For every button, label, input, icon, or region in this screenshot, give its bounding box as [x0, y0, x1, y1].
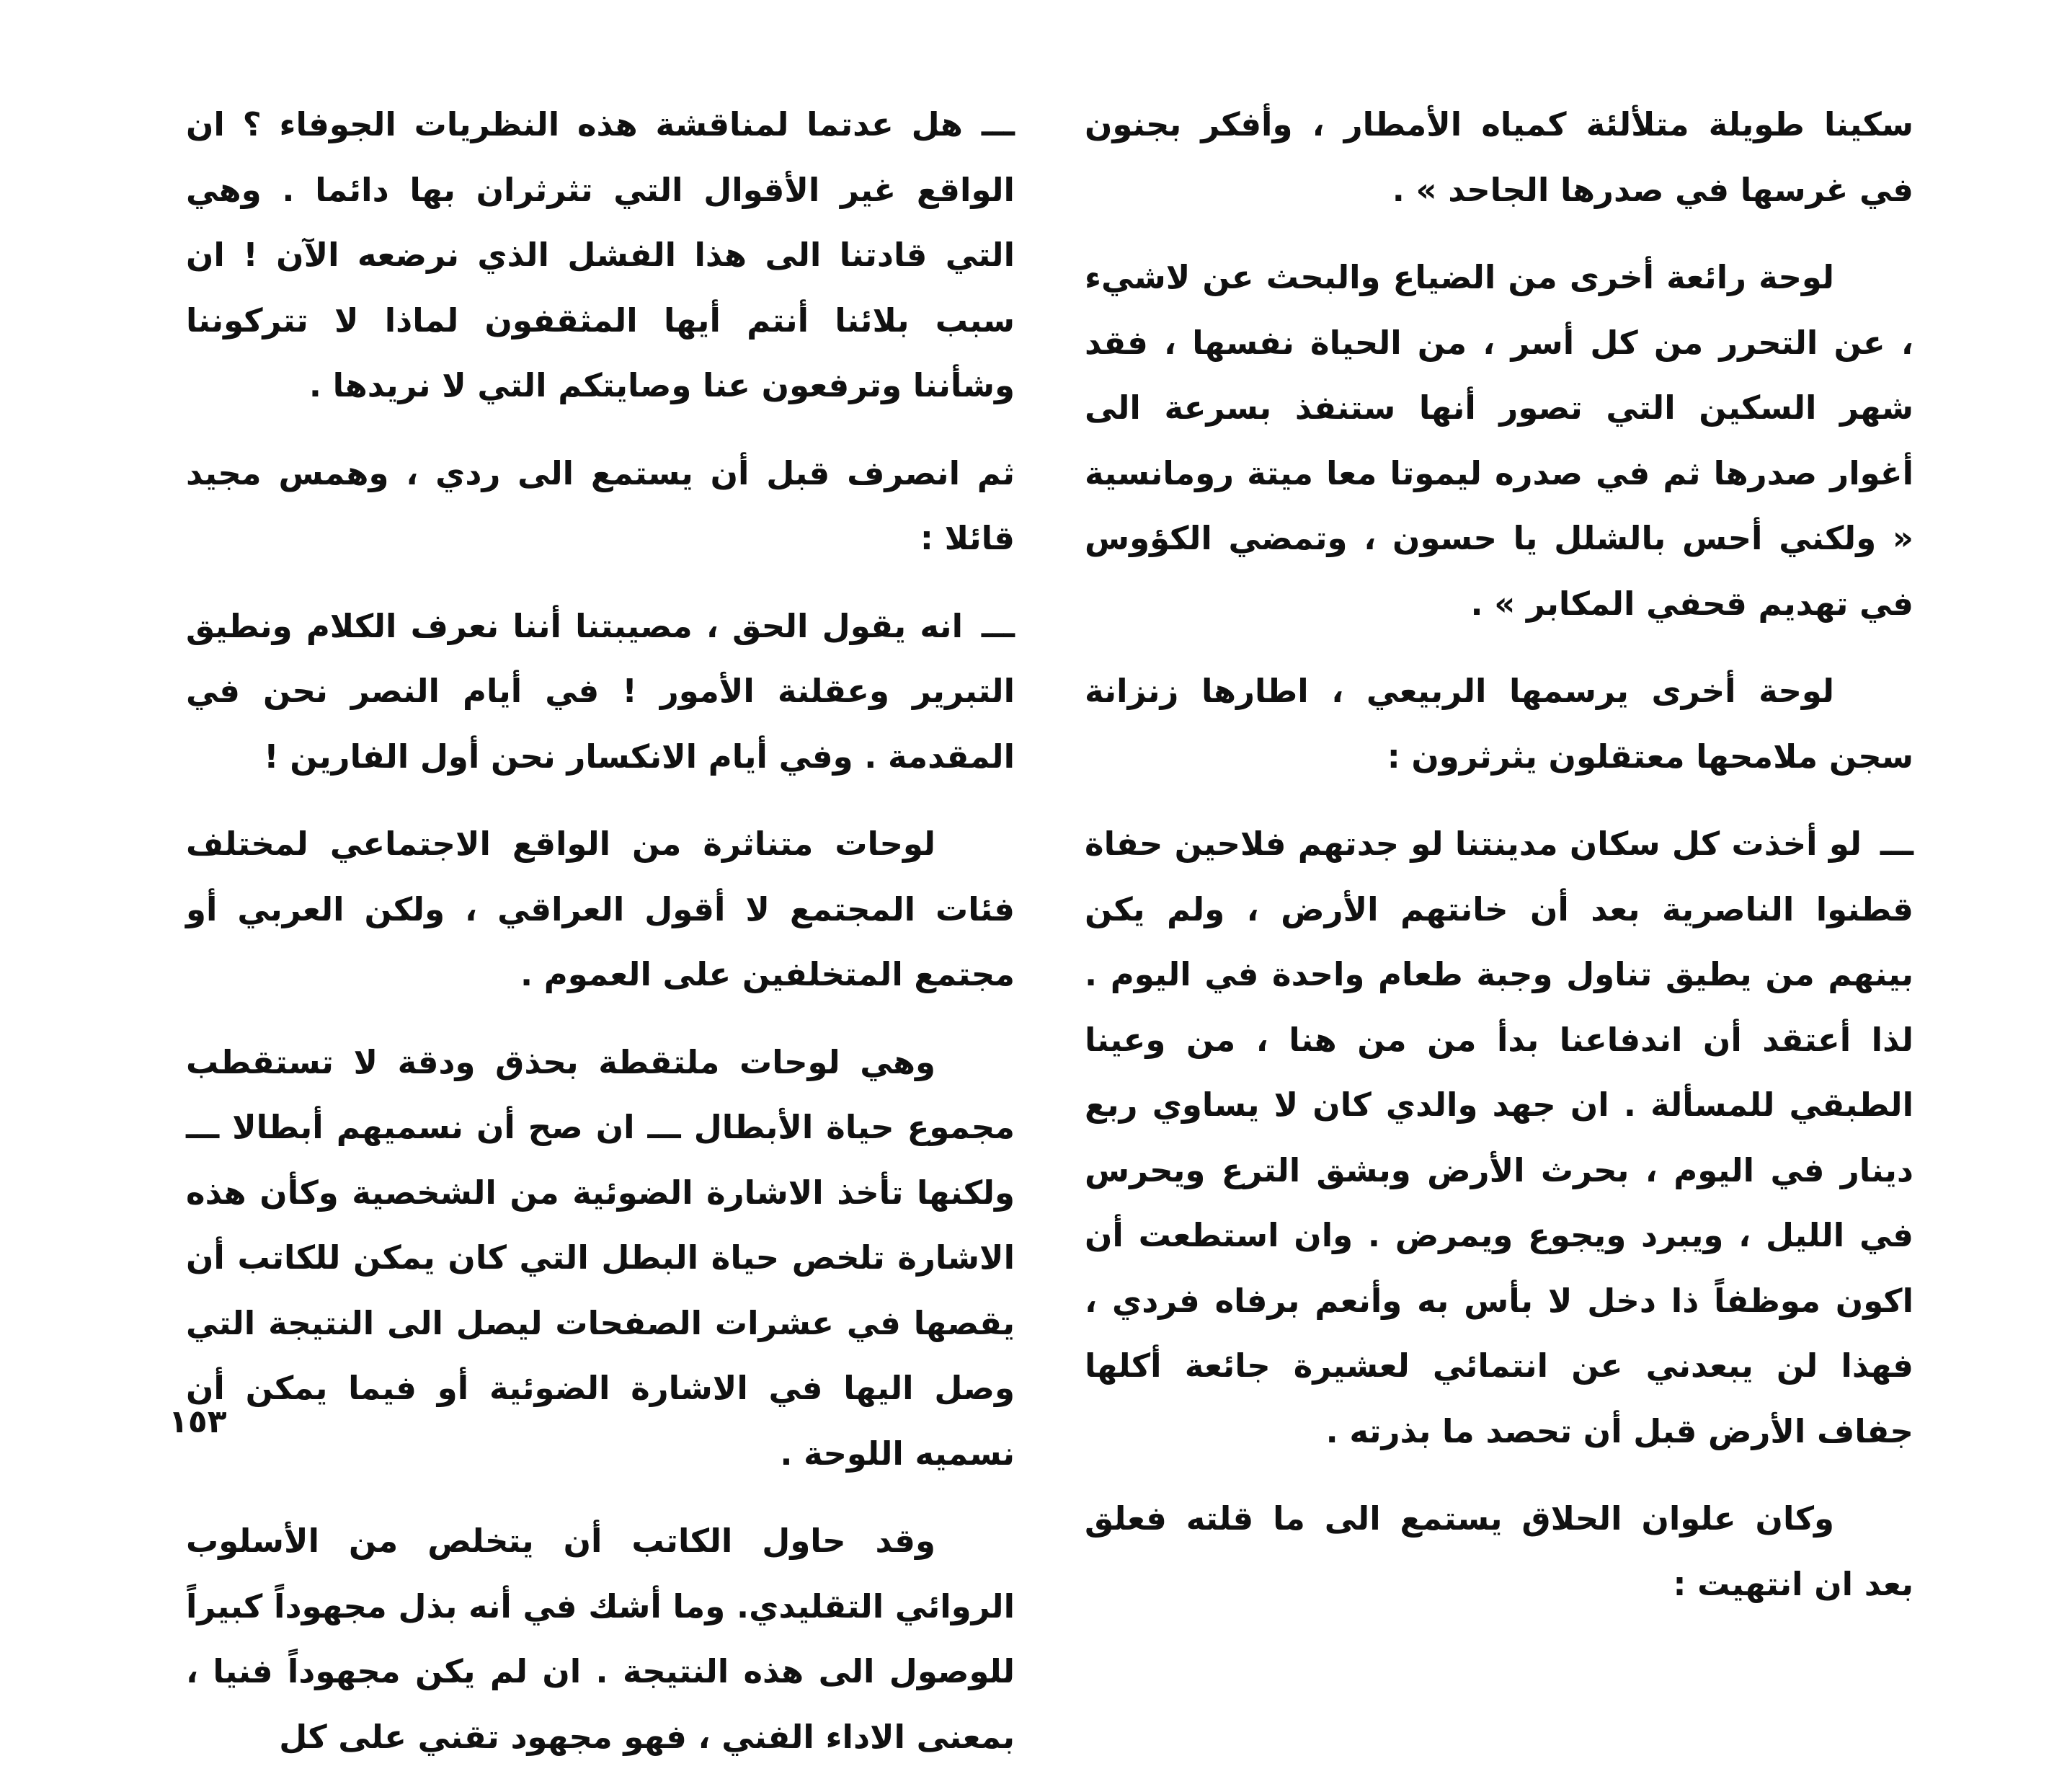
left-paragraph-6: وقد حاول الكاتب أن يتخلص من الأسلوب الروائي التقليدي. وما أشك في أنه بذل مجهوداً كبيراً للوصول الى هذه النتيجة . ان لم يكن مجهوداً فنيا ، بمعنى الاداء الفني ، فهو مجهود تقني على كل [186, 1522, 1015, 1756]
left-paragraph-4: لوحات متناثرة من الواقع الاجتماعي لمختلف فئات المجتمع لا أقول العراقي ، ولكن العربي أو مجتمع المتخلفين على العموم . [186, 825, 1015, 993]
right-paragraph-3: لوحة أخرى يرسمها الربيعي ، اطارها زنزانة سجن ملامحها معتقلون يثرثرون : [1085, 672, 1913, 776]
dialogue-dash: ـــ [981, 606, 1015, 645]
page-number: ١٥٣ [169, 1403, 227, 1440]
left-page [186, 92, 1015, 1792]
right-paragraph-2: لوحة رائعة أخرى من الضياع والبحث عن لاشيء ، عن التحرر من كل أسر ، من الحياة نفسها ، فقد شهر السكين التي تصور أنها ستنفذ بسرعة الى أغوار صدرها ثم في صدره ليموتا معا ميتة رومانسية « ولكني أحس بالشلل يا حسون ، وتمضي الكؤوس في تهديم قحفي المكابر » . [1085, 258, 1913, 623]
dialogue-dash: ـــ [981, 105, 1015, 143]
paragraph-text: انه يقول الحق ، مصيبتنا أننا نعرف الكلام ونطيق التبرير وعقلنة الأمور ! في أيام النصر نحن في المقدمة . وفي أيام الانكسار نحن أول الفارين ! [186, 606, 1015, 776]
right-page [1085, 92, 1913, 1639]
left-paragraph-1 [186, 92, 1015, 419]
paragraph-text: لو أخذت كل سكان مدينتنا لو جدتهم فلاحين حفاة قطنوا الناصرية بعد أن خانتهم الأرض ، ولم يكن بينهم من يطيق تناول وجبة طعام واحدة في اليوم . لذا أعتقد أن اندفاعنا بدأ من من هنا ، من وعينا الطبقي للمسألة . ان جهد والدي كان لا يساوي ربع دينار في اليوم ، بحرث الأرض وبشق الترع ويحرس في الليل ، ويبرد ويجوع ويمرض . وان استطعت أن اكون موظفاً ذا دخل لا بأس به وأنعم برفاه فردي ، فهذا لن يبعدني عن انتمائي لعشيرة جائعة أكلها جفاف الأرض قبل أن تحصد ما بذرته . [1085, 825, 1913, 1450]
right-paragraph-1: سكينا طويلة متلألئة كمياه الأمطار ، وأفكر بجنون في غرسها في صدرها الجاحد » . [1085, 105, 1913, 209]
right-paragraph-4 [1085, 812, 1913, 1464]
dialogue-dash: ـــ [1880, 825, 1913, 863]
paragraph-text: هل عدتما لمناقشة هذه النظريات الجوفاء ؟ ان الواقع غير الأقوال التي تثرثران بها دائما . وهي التي قادتنا الى هذا الفشل الذي نرضعه الآن ! ان سبب بلائنا أنتم أيها المثقفون لماذا لا تتركوننا وشأننا وترفعون عنا وصايتكم التي لا نريدها . [186, 105, 1015, 404]
left-paragraph-2: ثم انصرف قبل أن يستمع الى ردي ، وهمس مجيد قائلا : [186, 453, 1015, 557]
left-paragraph-3 [186, 594, 1015, 790]
right-paragraph-5: وكان علوان الحلاق يستمع الى ما قلته فعلق بعد ان انتهيت : [1085, 1499, 1913, 1603]
left-paragraph-5: وهي لوحات ملتقطة بحذق ودقة لا تستقطب مجموع حياة الأبطال ـــ ان صح أن نسميهم أبطالا ـــ ولكنها تأخذ الاشارة الضوئية من الشخصية وكأن هذه الاشارة تلخص حياة البطل التي كان يمكن للكاتب أن يقصها في عشرات الصفحات ليصل الى النتيجة التي وصل اليها في الاشارة الضوئية أو فيما يمكن أن نسميه اللوحة . [186, 1042, 1015, 1473]
